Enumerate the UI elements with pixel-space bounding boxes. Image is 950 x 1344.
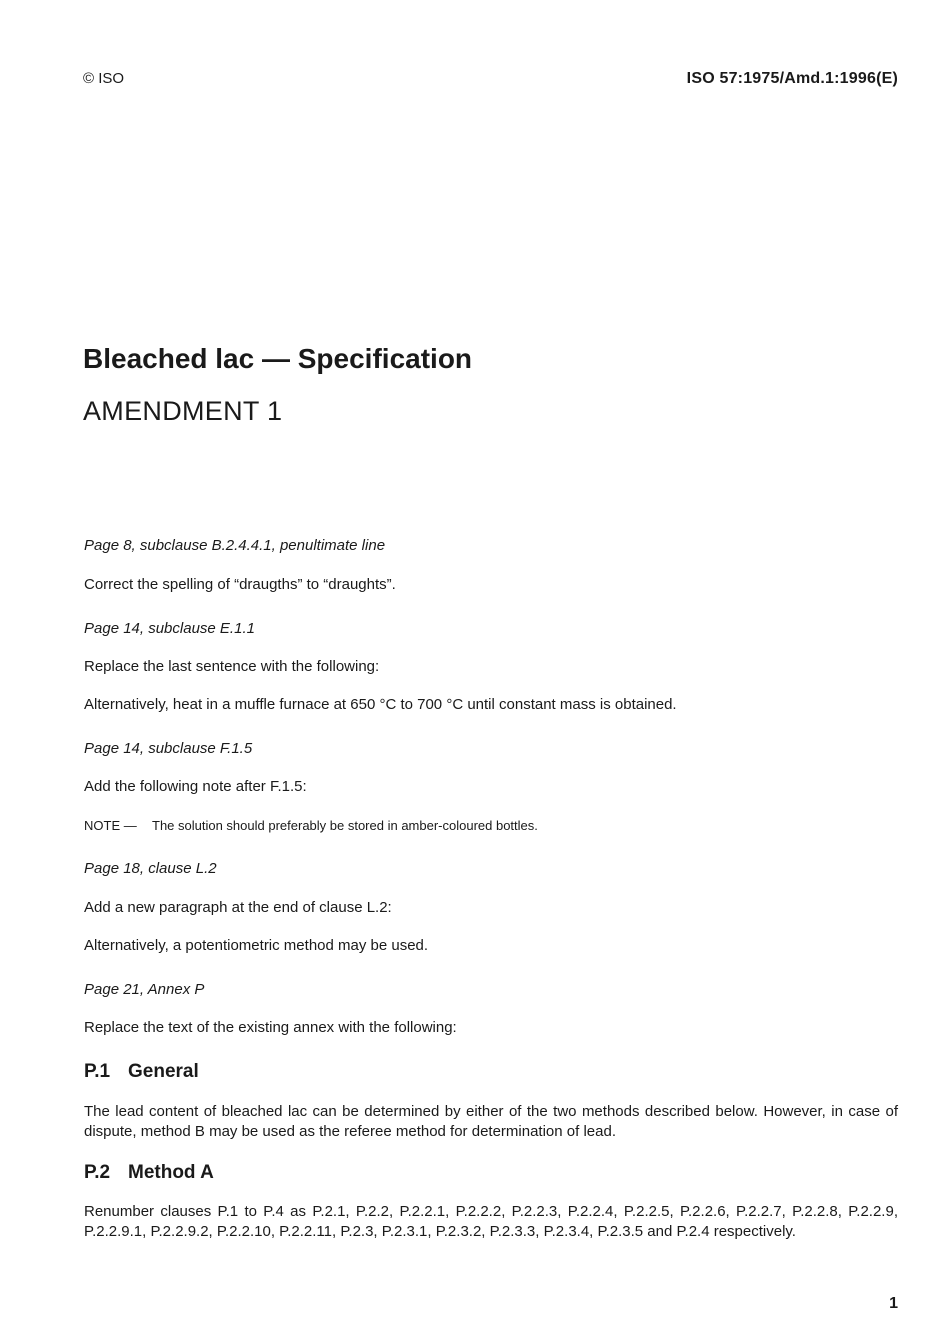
amendment-ref: Page 8, subclause B.2.4.4.1, penultimate line (84, 537, 386, 554)
standard-id: ISO 57:1975/Amd.1:1996(E) (686, 70, 898, 87)
note (84, 818, 538, 833)
section-heading (84, 1061, 199, 1083)
amendment-instruction: Correct the spelling of “draugths” to “draughts”. (84, 576, 396, 593)
section-title: General (128, 1061, 199, 1082)
amendment-instruction: Replace the text of the existing annex with the following: (84, 1019, 457, 1036)
amendment-ref: Page 18, clause L.2 (84, 860, 217, 877)
section-heading (84, 1162, 214, 1184)
section-number: P.2 (84, 1162, 111, 1183)
amendment-text: Alternatively, a potentiometric method may be used. (84, 937, 429, 954)
amendment-ref: Page 14, subclause E.1.1 (84, 620, 255, 637)
note-label: NOTE — (84, 818, 137, 833)
amendment-text: Alternatively, heat in a muffle furnace at 650 °C to 700 °C until constant mass is obtained. (84, 696, 677, 713)
amendment-ref: Page 21, Annex P (84, 981, 205, 998)
document-subtitle: AMENDMENT 1 (83, 396, 283, 426)
section-number: P.1 (84, 1061, 111, 1082)
section-body: The lead content of bleached lac can be determined by either of the two methods described below. However, in case of dispute, method B may be used as the referee method for determination of lead. (84, 1103, 898, 1140)
amendment-instruction: Add a new paragraph at the end of clause L.2: (84, 899, 392, 916)
amendment-instruction: Replace the last sentence with the following: (84, 658, 380, 675)
note-text: The solution should preferably be stored in amber-coloured bottles. (152, 818, 538, 833)
copyright-label: © ISO (83, 70, 125, 87)
amendment-ref: Page 14, subclause F.1.5 (84, 740, 253, 757)
section-title: Method A (128, 1162, 214, 1183)
section-body: Renumber clauses P.1 to P.4 as P.2.1, P.2.2, P.2.2.1, P.2.2.2, P.2.2.3, P.2.2.4, P.2.2.5, P.2.2.6, P.2.2.7, P.2.2.8, P.2.2.9, P.2.2.9.1, P.2.2.9.2, P.2.2.10, P.2.2.11, P.2.3, P.2.3.1, P.2.3.2, P.2.3.3, P.2.3.4, P.2.3.5 and P.2.4 respectively. (84, 1203, 898, 1240)
document-title: Bleached lac — Specification (83, 343, 473, 374)
amendment-instruction: Add the following note after F.1.5: (84, 778, 307, 795)
page-number: 1 (889, 1295, 898, 1312)
